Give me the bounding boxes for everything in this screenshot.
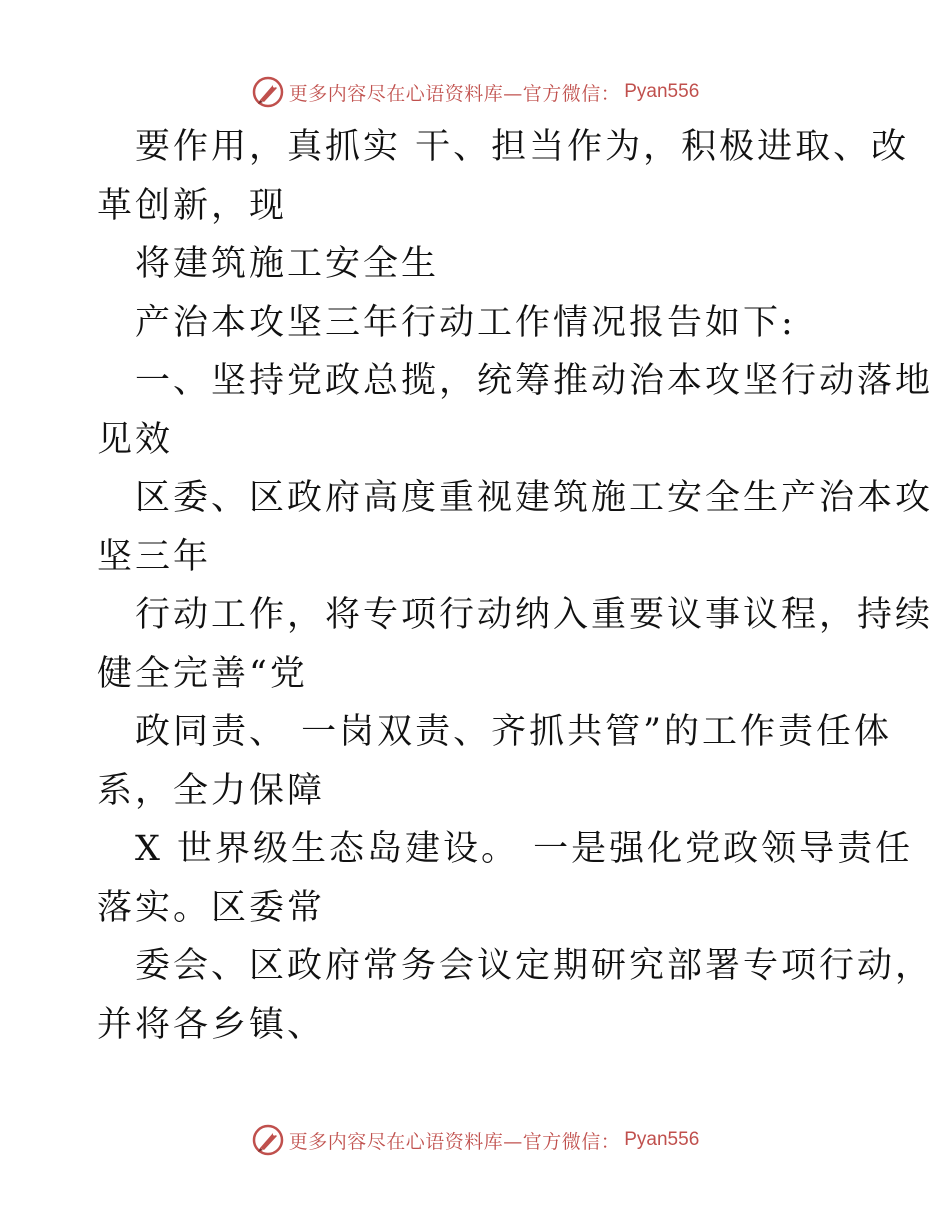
pen-logo-icon: [251, 75, 285, 109]
text-line: 行动工作，将专项行动纳入重要议事议程，持续: [135, 595, 934, 635]
watermark-text: [289, 1127, 621, 1154]
text-line: 政同责、 一岗双责、齐抓共管”的工作责任体: [135, 712, 893, 752]
text-line: 将建筑施工安全生: [135, 244, 440, 284]
watermark-text: [289, 79, 621, 106]
text-line: 坚三年: [97, 536, 212, 577]
text-line: 见效: [97, 419, 174, 460]
text-line: 委会、区政府常务会议定期研究部署专项行动，: [135, 946, 934, 986]
text-line: 产治本攻坚三年行动工作情况报告如下:: [135, 302, 796, 343]
header-watermark: [0, 72, 950, 112]
pen-logo-icon: [251, 1123, 285, 1157]
watermark-wechat-label: 官方微信：: [522, 82, 621, 105]
text-line: 区委、区政府高度重视建筑施工安全生产治本攻: [135, 478, 934, 518]
watermark-separator: —: [503, 1130, 523, 1153]
footer-watermark: [0, 1120, 950, 1160]
document-body: [97, 118, 934, 1054]
text-line: 要作用，真抓实 干、担当作为，积极进取、改: [135, 127, 910, 167]
watermark-group: [251, 1123, 700, 1157]
text-line: 系，全力保障: [97, 770, 326, 811]
watermark-wechat-label: 官方微信：: [522, 1130, 621, 1153]
text-line: 落实。区委常: [97, 887, 326, 928]
watermark-wechat-id: Pyan556: [624, 81, 700, 102]
text-line: 一、坚持党政总揽，统筹推动治本攻坚行动落地: [135, 361, 934, 401]
text-line: 并将各乡镇、: [97, 1004, 326, 1045]
watermark-title: 更多内容尽在心语资料库: [288, 1130, 504, 1153]
watermark-title: 更多内容尽在心语资料库: [288, 82, 504, 105]
text-line: X 世界级生态岛建设。 一是强化党政领导责任: [135, 829, 914, 869]
watermark-wechat-id: Pyan556: [624, 1129, 700, 1150]
text-line: 革创新，现: [97, 185, 288, 226]
watermark-separator: —: [503, 82, 523, 105]
watermark-group: [251, 75, 700, 109]
text-line: 健全完善“党: [97, 653, 308, 694]
